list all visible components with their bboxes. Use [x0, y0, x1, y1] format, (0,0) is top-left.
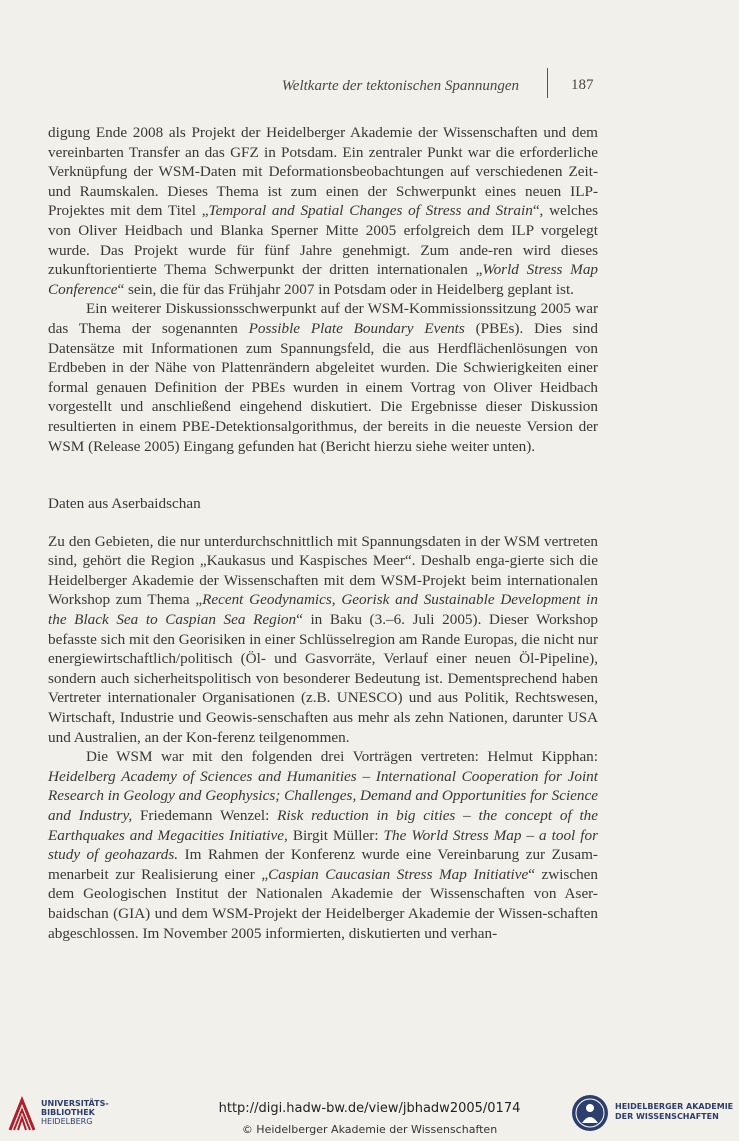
copyright-notice: © Heidelberger Akademie der Wissenschaften	[241, 1123, 498, 1136]
page-footer	[0, 1090, 739, 1141]
academy-name: HEIDELBERGER AKADEMIE DER WISSENSCHAFTEN	[615, 1102, 734, 1121]
section-heading: Daten aus Aserbaidschan	[48, 495, 201, 513]
page-header	[0, 74, 739, 100]
page-number: 187	[571, 77, 594, 93]
body-text	[48, 123, 598, 943]
running-title: Weltkarte der tektonischen Spannungen	[281, 78, 519, 94]
paragraph-2: Ein weiterer Diskussionsschwerpunkt auf der WSM-Kommissionssitzung 2005 war das Thema der sogenannten Possible Plate Boundary Events (PBEs). Dies sind Datensätze mit Informationen zum Spannungsfeld, die aus Herdflächenlösungen von Erdbeben in der Nähe von Plattenrändern abgeleitet wurden. Die Schwierigkeiten einer formal genauen Definition der PBEs wurden in einem Vortrag von Oliver Heidbach vorgestellt und anschließend eingehend diskutiert. Die Ergebnisse dieser Diskussion resultierten in einem PBE-Detektionsalgorithmus, der bereits in die neueste Version der WSM (Release 2005) Eingang gefunden hat (Bericht hierzu siehe weiter unten).	[48, 300, 598, 455]
header-divider	[547, 68, 548, 98]
paragraph-1: digung Ende 2008 als Projekt der Heidelberger Akademie der Wissenschaften und dem vereinbarten Transfer an das GFZ in Potsdam. Ein zentraler Punkt war die erforderliche Verknüpfung der WSM-Daten mit Deformationsbeobachtungen auf verschiedenen Zeit- und Raumskalen. Dieses Thema ist zum einen der Schwerpunkt eines neuen ILP-Projektes mit dem Titel „Temporal and Spatial Changes of Stress and Strain“, welches von Oliver Heidbach und Blanka Sperner Mitte 2005 erfolgreich dem ILP vorgelegt wurde. Das Projekt wurde für fünf Jahre genehmigt. Zum ande-ren wird dieses zukunftorientierte Thema Schwerpunkt der dritten internationalen „World Stress Map Conference“ sein, die für das Frühjahr 2007 in Potsdam oder in Heidelberg geplant ist.	[48, 124, 599, 298]
digital-copy-url[interactable]: http://digi.hadw-bw.de/view/jbhadw2005/0174	[218, 1101, 521, 1116]
paragraph-4: Die WSM war mit den folgenden drei Vorträgen vertreten: Helmut Kipphan: Heidelberg Academy of Sciences and Humanities – International Cooperation for Joint Research in Geology and Geophysics; Challenges, Demand and Opportunities for Science and Industry, Friedemann Wenzel: Risk reduction in big cities – the concept of the Earthquakes and Megacities Initiative, Birgit Müller: The World Stress Map – a tool for study of geohazards. Im Rahmen der Konferenz wurde eine Vereinbarung zur Zusam-menarbeit zur Realisierung einer „Caspian Caucasian Stress Map Initiative“ zwischen dem Geologischen Institut der Nationalen Akademie der Wissenschaften von Aser-baidschan (GIA) und dem WSM-Projekt der Heidelberger Akademie der Wissen-schaften abgeschlossen. Im November 2005 informierten, diskutierten und verhan-	[48, 748, 598, 942]
paragraph-3: Zu den Gebieten, die nur unterdurchschnittlich mit Spannungsdaten in der WSM vertreten sind, gehört die Region „Kaukasus und Kaspisches Meer“. Deshalb enga-gierte sich die Heidelberger Akademie der Wissenschaften mit dem WSM-Projekt beim internationalen Workshop zum Thema „Recent Geodynamics, Georisk and Sustainable Development in the Black Sea to Caspian Sea Region“ in Baku (3.–6. Juli 2005). Dieser Workshop befasste sich mit den Georisiken in einer Schlüsselregion am Rande Europas, die nicht nur energiewirtschaftlich/politisch (Öl- und Gasvorräte, Verlauf einer neuen Öl-Pipeline), sondern auch sicherheitspolitisch von besonderer Bedeutung ist. Dementsprechend haben Vertreter internationaler Organisationen (z.B. UNESCO) und aus Politik, Rechtswesen, Wirtschaft, Industrie und Geowis-senschaften aus mehr als zehn Nationen, darunter USA und Australien, an der Kon-ferenz teilgenommen.	[48, 532, 599, 746]
university-library-name: UNIVERSITÄTS- BIBLIOTHEK HEIDELBERG	[41, 1099, 109, 1126]
academy-seal-icon	[570, 1093, 610, 1133]
